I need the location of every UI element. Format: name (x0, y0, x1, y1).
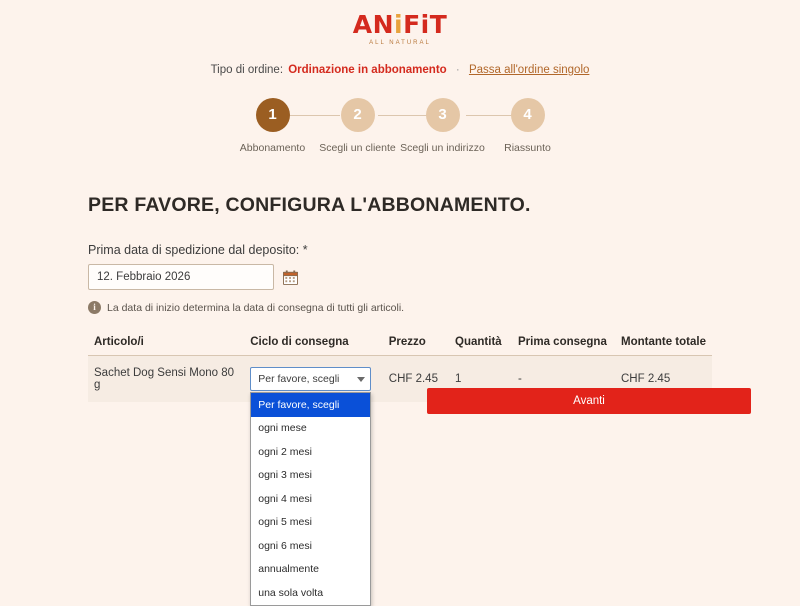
column-header-quantity: Quantità (451, 336, 514, 356)
table-header-row (88, 336, 712, 356)
column-header-cycle: Ciclo di consegna (246, 336, 385, 356)
cell-quantity: 1 (451, 356, 514, 403)
column-header-total: Montante totale (617, 336, 712, 356)
option-ogni-2-mesi[interactable]: ogni 2 mesi (258, 445, 312, 458)
step-2-number: 2 (341, 98, 375, 132)
option-una-sola-volta[interactable]: una sola volta (258, 586, 324, 599)
brand-name-part2: FiT (403, 10, 448, 39)
delivery-cycle-select[interactable] (250, 367, 371, 391)
delivery-cycle-select-wrap (250, 367, 371, 599)
order-type-separator: · (455, 64, 460, 76)
step-2-label: Scegli un cliente (319, 142, 396, 154)
checkout-stepper (230, 98, 570, 166)
order-type-value: Ordinazione in abbonamento (288, 64, 447, 76)
step-1-number: 1 (256, 98, 290, 132)
step-1-abbonamento[interactable] (230, 98, 315, 154)
order-type-label: Tipo di ordine: (210, 64, 284, 76)
cell-article-name: Sachet Dog Sensi Mono 80 g (88, 356, 246, 403)
step-3-label: Scegli un indirizzo (400, 142, 485, 154)
cell-delivery-cycle (246, 356, 385, 599)
step-4-label: Riassunto (504, 142, 551, 154)
cell-price: CHF 2.45 (385, 356, 451, 403)
option-ogni-mese[interactable]: ogni mese (258, 422, 307, 435)
option-annualmente[interactable]: annualmente (258, 563, 319, 576)
order-type-bar (0, 64, 800, 76)
shipping-date-input[interactable] (88, 264, 274, 290)
delivery-cycle-selected-value: Per favore, scegli (258, 373, 340, 385)
brand-logo[interactable] (0, 0, 800, 46)
shipping-date-label: Prima data di spedizione dal deposito: * (88, 243, 308, 257)
option-ogni-6-mesi[interactable]: ogni 6 mesi (258, 539, 312, 552)
brand-tagline: ALL NATURAL (369, 40, 431, 46)
step-3-scegli-un-indirizzo[interactable] (400, 98, 485, 154)
option-ogni-3-mesi[interactable]: ogni 3 mesi (258, 469, 312, 482)
step-2-scegli-un-cliente[interactable] (315, 98, 400, 154)
option-ogni-5-mesi[interactable]: ogni 5 mesi (258, 516, 312, 529)
option-per-favore-scegli[interactable]: Per favore, scegli (251, 393, 370, 417)
step-4-number: 4 (511, 98, 545, 132)
switch-to-single-order-link[interactable]: Passa all'ordine singolo (468, 64, 590, 76)
page-title: PER FAVORE, CONFIGURA L'ABBONAMENTO. (88, 194, 531, 216)
column-header-first-delivery: Prima consegna (514, 336, 617, 356)
info-icon: i (88, 301, 101, 314)
cell-first-delivery: - (514, 356, 617, 403)
brand-logo-text (353, 12, 448, 37)
calendar-icon[interactable] (283, 270, 298, 285)
column-header-price: Prezzo (385, 336, 451, 356)
step-1-label: Abbonamento (239, 142, 306, 154)
delivery-cycle-options-list (250, 392, 371, 606)
start-date-hint (88, 301, 712, 314)
cell-total-amount: CHF 2.45 (617, 356, 712, 403)
chevron-down-icon (357, 377, 365, 382)
step-3-number: 3 (426, 98, 460, 132)
brand-name-i: i (394, 10, 404, 39)
option-ogni-4-mesi[interactable]: ogni 4 mesi (258, 492, 312, 505)
shipping-date-row (88, 264, 712, 290)
step-4-riassunto[interactable] (485, 98, 570, 154)
start-date-hint-text: La data di inizio determina la data di consegna di tutti gli articoli. (107, 301, 405, 314)
brand-name-part1: AN (352, 10, 394, 39)
next-button[interactable]: Avanti (427, 388, 751, 414)
column-header-article: Articolo/i (88, 336, 246, 356)
main-content (0, 194, 800, 599)
